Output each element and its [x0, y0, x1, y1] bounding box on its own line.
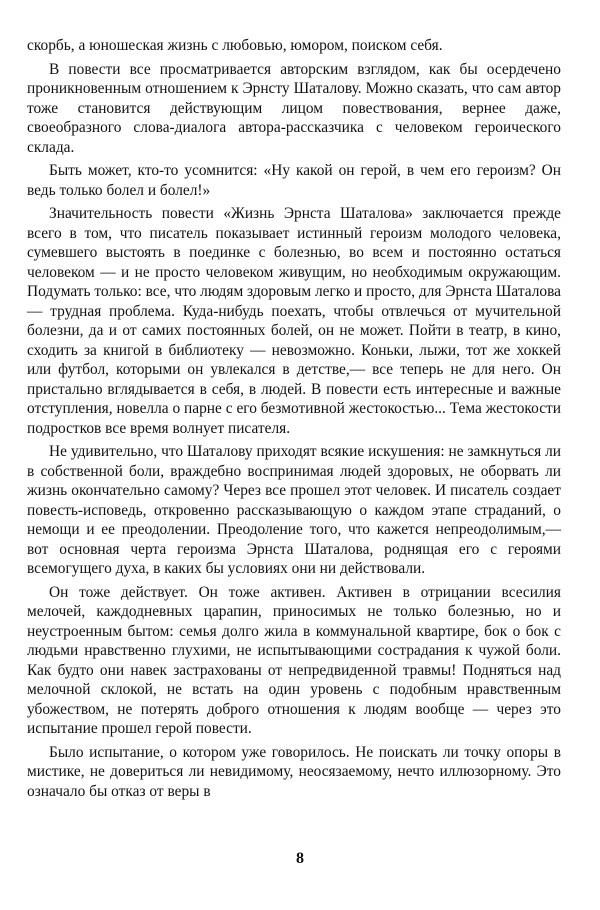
- paragraph-continuation: скорбь, а юношеская жизнь с любовью, юмором, поиском себя.: [27, 37, 443, 54]
- paragraph-activity: Он тоже действует. Он тоже активен. Активен в отрицании всесилия мелочей, каждодневных царапин, приносимых не только болезнью, но и неустроенным бытом: семья долго жила в коммунальной квартире, бок о бок с людьми нравственно глухими, не испытывающими сострадания к чужой боли. Как будто они навек застрахованы от непредвиденной травмы! Подняться над мелочной склокой, не встать на один уровень с подобным нравственным убожеством, не потерять доброго отношения к людям вообще — через это испытание прошел герой повести.: [27, 583, 561, 737]
- paragraph-author-view: В повести все просматривается авторским взглядом, как бы осердечено проникновенным отношением к Эрнсту Шаталову. Можно сказать, что сам автор тоже становится действующим лицом повествования, вернее даже, своеобразного слова-диалога автора-рассказчика с человеком героического склада.: [27, 60, 561, 156]
- document-page: [27, 36, 561, 801]
- paragraph-trial: Было испытание, о котором уже говорилось. Не поискать ли точку опоры в мистике, не довериться ли невидимому, неосязаемому, нечто иллюзорному. Это означало бы отказ от веры в: [27, 743, 561, 800]
- paragraph-doubt-question: Быть может, кто-то усомнится: «Ну какой он герой, в чем его героизм? Он ведь только болел и болел!»: [27, 162, 561, 199]
- paragraph-temptations: Не удивительно, что Шаталову приходят всякие искушения: не замкнуться ли в собственной боли, враждебно воспринимая людей здоровых, не оборвать ли жизнь окончательно самому? Через все прошел этот человек. И писатель создает повесть-исповедь, откровенно рассказывающую о каждом этапе страданий, о немощи и ее преодолении. Преодоление того, что кажется непреодолимым,— вот основная черта героизма Эрнста Шаталова, роднящая его с героями всемогущего духа, в каких бы условиях они ни действовали.: [27, 443, 561, 577]
- paragraph-significance: Значительность повести «Жизнь Эрнста Шаталова» заключается прежде всего в том, что писатель показывает истинный героизм молодого человека, сумевшего выстоять в поединке с болезнью, во всем и постоянно остаться человеком — и не просто человеком живущим, но необходимым окружающим. Подумать только: все, что людям здоровым легко и просто, для Эрнста Шаталова — трудная проблема. Куда-нибудь поехать, чтобы отвлечься от мучительной болезни, да и от самих постоянных болей, он не может. Пойти в театр, в кино, сходить за книгой в библиотеку — невозможно. Коньки, лыжи, тот же хоккей или футбол, которыми он увлекался в детстве,— все теперь не для него. Он пристально вглядывается в себя, в людей. В повести есть интересные и важные отступления, новелла о парне с его безмотивной жестокостью... Тема жестокости подростков все время волнует писателя.: [27, 205, 561, 437]
- page-number: 8: [296, 850, 304, 867]
